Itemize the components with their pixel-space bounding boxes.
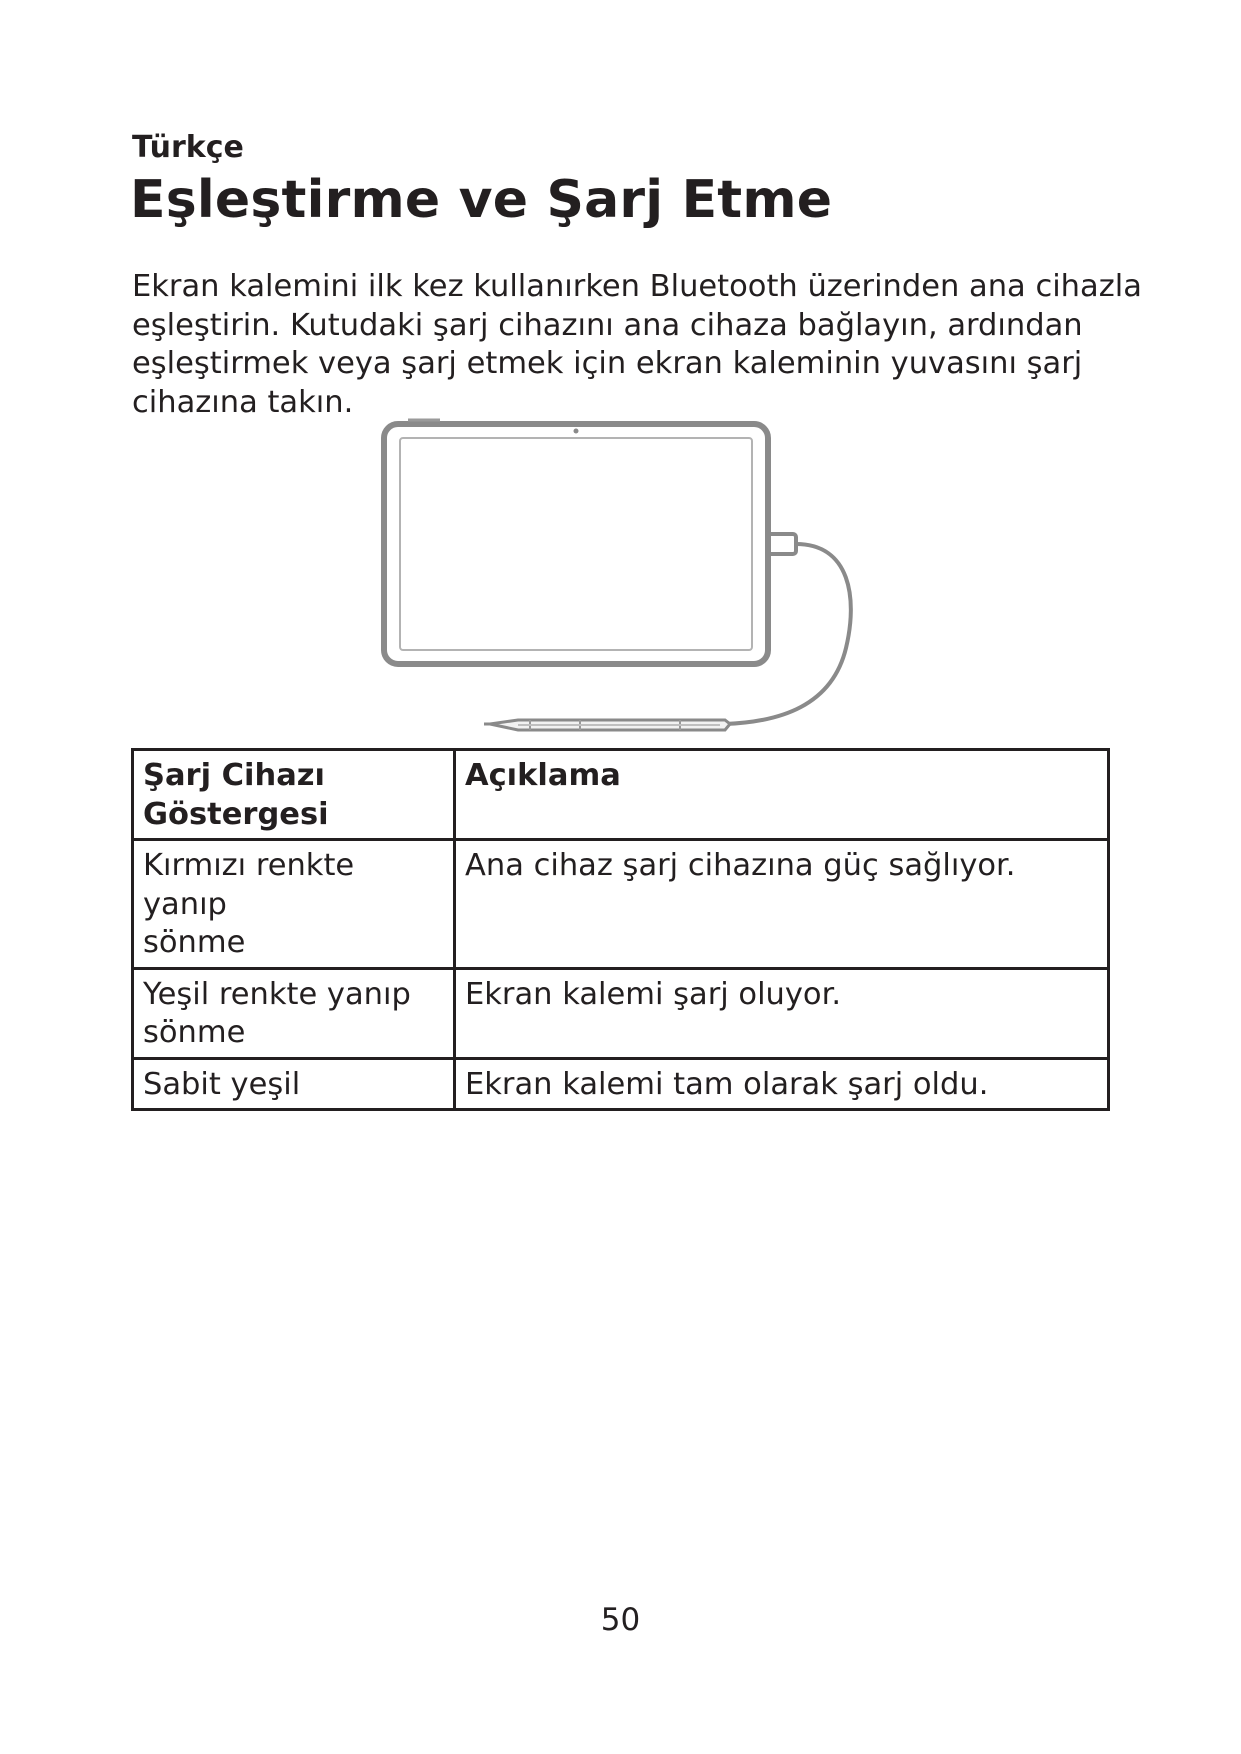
table-row xyxy=(133,968,1109,1058)
camera-dot xyxy=(574,429,579,434)
page-title: Eşleştirme ve Şarj Etme xyxy=(130,170,833,230)
table-header-row xyxy=(133,750,1109,840)
intro-line: cihazına takın. xyxy=(132,384,354,420)
header-indicator-line: Göstergesi xyxy=(143,796,329,832)
intro-line: eşleştirmek veya şarj etmek için ekran kaleminin yuvasını şarj xyxy=(132,346,1083,381)
indicator-line: Yeşil renkte yanıp xyxy=(143,976,411,1012)
description-cell: Ana cihaz şarj cihazına güç sağlıyor. xyxy=(455,840,1109,969)
tablet-charging-illustration xyxy=(380,418,860,738)
header-description: Açıklama xyxy=(455,750,1109,840)
indicator-cell xyxy=(133,968,455,1058)
indicator-table xyxy=(131,748,1110,1111)
charging-cable xyxy=(725,544,851,724)
stylus-charger xyxy=(484,720,730,730)
indicator-cell xyxy=(133,840,455,969)
description-cell: Ekran kalemi şarj oluyor. xyxy=(455,968,1109,1058)
indicator-line: Sabit yeşil xyxy=(143,1066,301,1102)
indicator-cell xyxy=(133,1058,455,1110)
table-row xyxy=(133,1058,1109,1110)
intro-paragraph xyxy=(132,268,1142,422)
table-row xyxy=(133,840,1109,969)
intro-line: Ekran kalemini ilk kez kullanırken Bluetooth üzerinden ana cihazla xyxy=(132,269,1142,304)
header-indicator-line: Şarj Cihazı xyxy=(143,758,326,793)
indicator-line: sönme xyxy=(143,925,246,960)
page-number: 50 xyxy=(600,1602,641,1638)
indicator-line: sönme xyxy=(143,1015,246,1050)
indicator-line: Kırmızı renkte yanıp xyxy=(143,848,355,922)
description-cell: Ekran kalemi tam olarak şarj oldu. xyxy=(455,1058,1109,1110)
tablet-outline xyxy=(384,424,768,664)
usb-plug xyxy=(768,534,796,554)
header-indicator xyxy=(133,750,455,840)
tablet-screen xyxy=(400,438,752,650)
intro-line: eşleştirin. Kutudaki şarj cihazını ana cihaza bağlayın, ardından xyxy=(132,307,1083,343)
language-label: Türkçe xyxy=(132,130,244,165)
